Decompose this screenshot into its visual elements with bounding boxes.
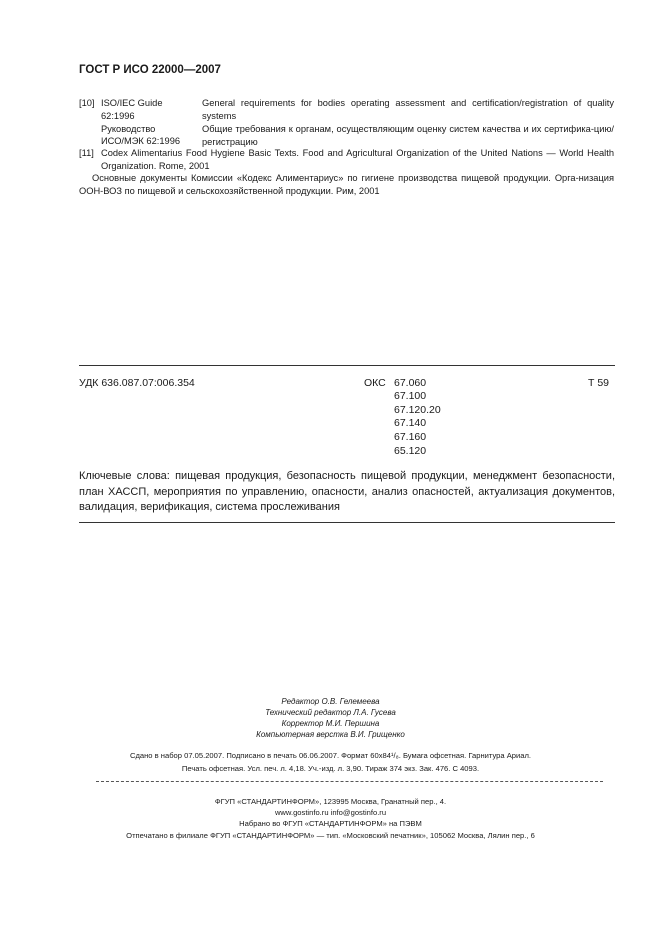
t-code: Т 59 [588,377,610,389]
reference-number: [10] [79,98,95,108]
oks-code: 67.120.20 [394,403,441,416]
oks-code: 67.140 [394,417,427,430]
oks-code: 67.160 [394,431,427,444]
oks-code: 65.120 [394,444,427,457]
divider-top [79,365,615,366]
print-info-line: Сдано в набор 07.05.2007. Подписано в печать 06.06.2007. Формат 60x84¹/₈. Бумага офсетная. Гарнитура Ариал. [129,751,532,760]
oks-code: 67.100 [394,390,427,402]
reference-text-en: General requirements for bodies operating assessment and certification/registration of quality systems [202,98,614,121]
publisher-line: ФГУП «СТАНДАРТИНФОРМ», 123995 Москва, Гранатный пер., 4. [214,797,447,806]
publisher-contacts: www.gostinfo.ru info@gostinfo.ru [274,808,387,817]
reference-text-ru: Общие требования к органам, осуществляющим оценку систем качества и их сертифика-цию/регистрацию [202,124,614,147]
editor-line: Корректор М.И. Першина [281,719,380,728]
editor-line: Технический редактор Л.А. Гусева [265,708,396,717]
oks-code: 67.060 [394,377,427,389]
print-info-line: Печать офсетная. Усл. печ. л. 4,18. Уч.-изд. л. 3,90. Тираж 374 экз. Зак. 476. С 4093. [181,764,480,773]
reference-note: Основные документы Комиссии «Кодекс Алиментариус» по гигиене производства пищевой продукции. Орга-низация ООН-ВОЗ по пищевой и сельскохозяйственной продукции. Рим, 2001 [79,173,614,196]
reference-source-line: ИСО/МЭК 62:1996 [101,136,181,146]
publisher-line: Набрано во ФГУП «СТАНДАРТИНФОРМ» на ПЭВМ [239,819,422,828]
divider-bottom [79,522,615,523]
publisher-line: Отпечатано в филиале ФГУП «СТАНДАРТИНФОРМ» — тип. «Московский печатник», 105062 Москва, Лялин пер., 6 [126,831,535,840]
reference-text: Codex Alimentarius Food Hygiene Basic Texts. Food and Agricultural Organization of the United Nations — World Health Organization. Rome, 2001 [101,148,614,171]
oks-label: ОКС [364,377,386,389]
editor-line: Редактор О.В. Гелемеева [281,697,380,706]
editor-line: Компьютерная верстка В.И. Грищенко [256,730,405,739]
reference-source-line: 62:1996 [101,111,135,121]
udk-code: УДК 636.087.07:006.354 [79,377,195,389]
reference-source-line: ISO/IEC Guide [101,98,163,108]
oks-code-list [394,390,441,459]
keywords: Ключевые слова: пищевая продукция, безопасность пищевой продукции, менеджмент безопасности, план ХАССП, мероприятия по управлению, опасности, анализ опасностей, актуализация документов, валидация, верификация, система прослеживания [79,470,615,513]
reference-number: [11] [79,148,94,158]
reference-source-line: Руководство [101,124,156,134]
dashed-divider [96,781,603,782]
page-header: ГОСТ Р ИСО 22000—2007 [79,64,221,76]
